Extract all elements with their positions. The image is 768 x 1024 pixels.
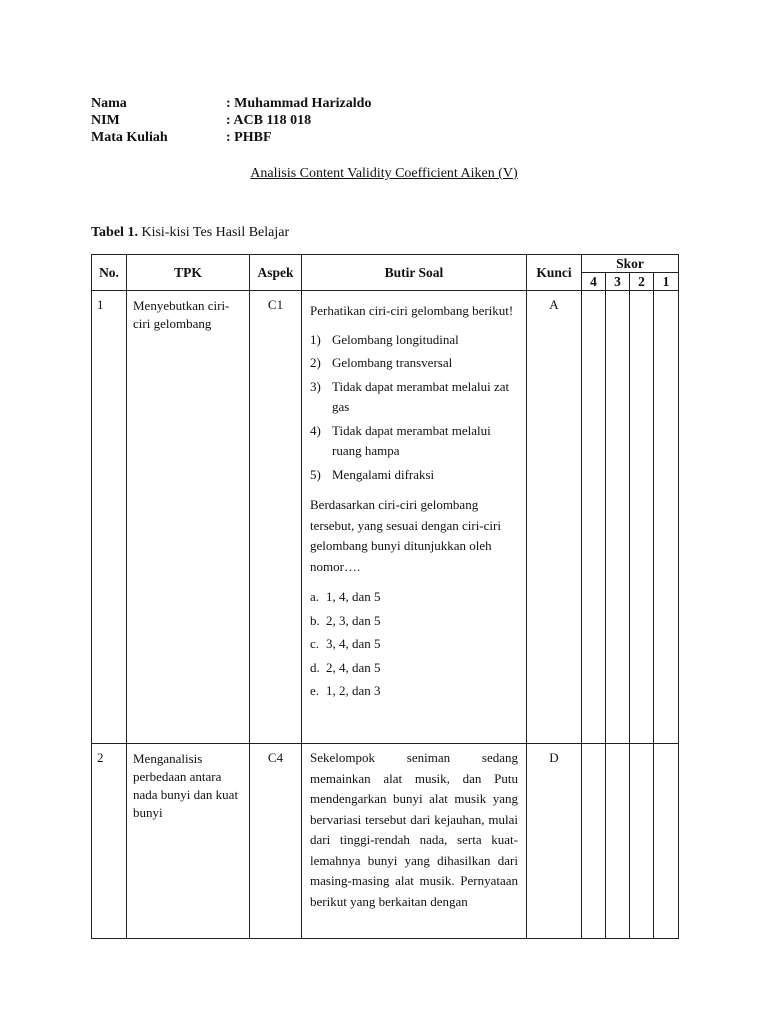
header-skor-4: 4 <box>582 273 606 291</box>
row-kunci: A <box>527 291 582 744</box>
header-mata-kuliah <box>91 129 272 146</box>
answer-option <box>310 681 518 702</box>
item-text: Gelombang transversal <box>332 355 453 370</box>
header-skor-3: 3 <box>606 273 630 291</box>
skor-cell-1 <box>654 291 679 744</box>
header-butir-soal: Butir Soal <box>302 255 527 291</box>
header-skor-2: 2 <box>630 273 654 291</box>
skor-cell-4 <box>582 744 606 939</box>
skor-cell-1 <box>654 744 679 939</box>
mata-kuliah-value: : PHBF <box>226 130 272 145</box>
option-letter: a. <box>310 589 320 604</box>
list-item <box>310 421 518 462</box>
option-letter: e. <box>310 683 320 698</box>
option-text: 3, 4, dan 5 <box>326 636 381 651</box>
question-intro: Perhatikan ciri-ciri gelombang berikut! <box>310 303 514 318</box>
list-item <box>310 330 518 351</box>
row-butir-soal <box>302 744 527 939</box>
answer-option <box>310 611 518 632</box>
item-number: 4) <box>310 422 321 438</box>
row-number: 2 <box>92 744 127 939</box>
nim-value: : ACB 118 018 <box>226 113 312 128</box>
item-number: 3) <box>310 378 321 394</box>
list-item <box>310 353 518 374</box>
option-text: 2, 4, dan 5 <box>326 659 381 675</box>
table-caption <box>91 225 289 241</box>
item-text: Gelombang longitudinal <box>332 331 459 347</box>
table-caption-number: Tabel 1. <box>91 225 138 240</box>
list-item <box>310 377 518 418</box>
answer-option <box>310 587 518 608</box>
row-tpk: Menyebutkan ciri-ciri gelombang <box>127 291 250 744</box>
mata-kuliah-label: Mata Kuliah <box>91 130 168 145</box>
table-row <box>92 291 679 744</box>
header-skor: Skor <box>582 255 679 273</box>
header-tpk: TPK <box>127 255 250 291</box>
question-intro: Sekelompok seniman sedang memainkan alat musik, dan Putu mendengarkan bunyi alat musik yang bervariasi tersebut dari kejauhan, mulai dari tinggi-rendah nada, serta kuat-lemahnya bunyi yang dihasilkan dari masing-masing alat musik. Pernyataan berikut yang berkaitan dengan <box>310 750 518 909</box>
option-letter: b. <box>310 612 320 628</box>
statement-list <box>310 330 518 486</box>
item-text: Mengalami difraksi <box>332 466 435 482</box>
row-kunci: D <box>527 744 582 939</box>
kisi-kisi-table <box>91 254 679 939</box>
header-nim <box>91 112 311 129</box>
option-letter: c. <box>310 636 320 651</box>
answer-option <box>310 658 518 679</box>
header-aspek: Aspek <box>250 255 302 291</box>
table-caption-text: Kisi-kisi Tes Hasil Belajar <box>137 225 290 240</box>
header-skor-1: 1 <box>654 273 679 291</box>
skor-cell-4 <box>582 291 606 744</box>
answer-option <box>310 634 518 655</box>
question-text: Berdasarkan ciri-ciri gelombang tersebut, yang sesuai dengan ciri-ciri gelombang bunyi ditunjukkan oleh nomor…. <box>310 497 501 574</box>
nama-value: : Muhammad Harizaldo <box>226 96 372 111</box>
header-no: No. <box>92 255 127 291</box>
page-title: Analisis Content Validity Coefficient Aiken (V) <box>250 166 518 181</box>
list-item <box>310 465 518 486</box>
skor-cell-2 <box>630 291 654 744</box>
option-text: 1, 4, dan 5 <box>326 589 381 604</box>
row-number: 1 <box>92 291 127 744</box>
header-nama <box>91 95 371 112</box>
row-butir-soal <box>302 291 527 744</box>
item-text: Tidak dapat merambat melalui zat gas <box>332 378 510 414</box>
answer-options <box>310 587 518 702</box>
option-letter: d. <box>310 659 320 675</box>
item-number: 1) <box>310 331 321 347</box>
row-aspek: C4 <box>250 744 302 939</box>
row-aspek: C1 <box>250 291 302 744</box>
skor-cell-3 <box>606 291 630 744</box>
skor-cell-2 <box>630 744 654 939</box>
item-number: 5) <box>310 466 321 482</box>
table-row <box>92 744 679 939</box>
header-kunci: Kunci <box>527 255 582 291</box>
skor-cell-3 <box>606 744 630 939</box>
option-text: 2, 3, dan 5 <box>326 612 381 628</box>
row-tpk: Menganalisis perbedaan antara nada bunyi dan kuat bunyi <box>127 744 250 939</box>
nama-label: Nama <box>91 96 127 111</box>
nim-label: NIM <box>91 113 120 128</box>
option-text: 1, 2, dan 3 <box>326 683 381 698</box>
item-number: 2) <box>310 355 321 370</box>
item-text: Tidak dapat merambat melalui ruang hampa <box>332 422 491 458</box>
